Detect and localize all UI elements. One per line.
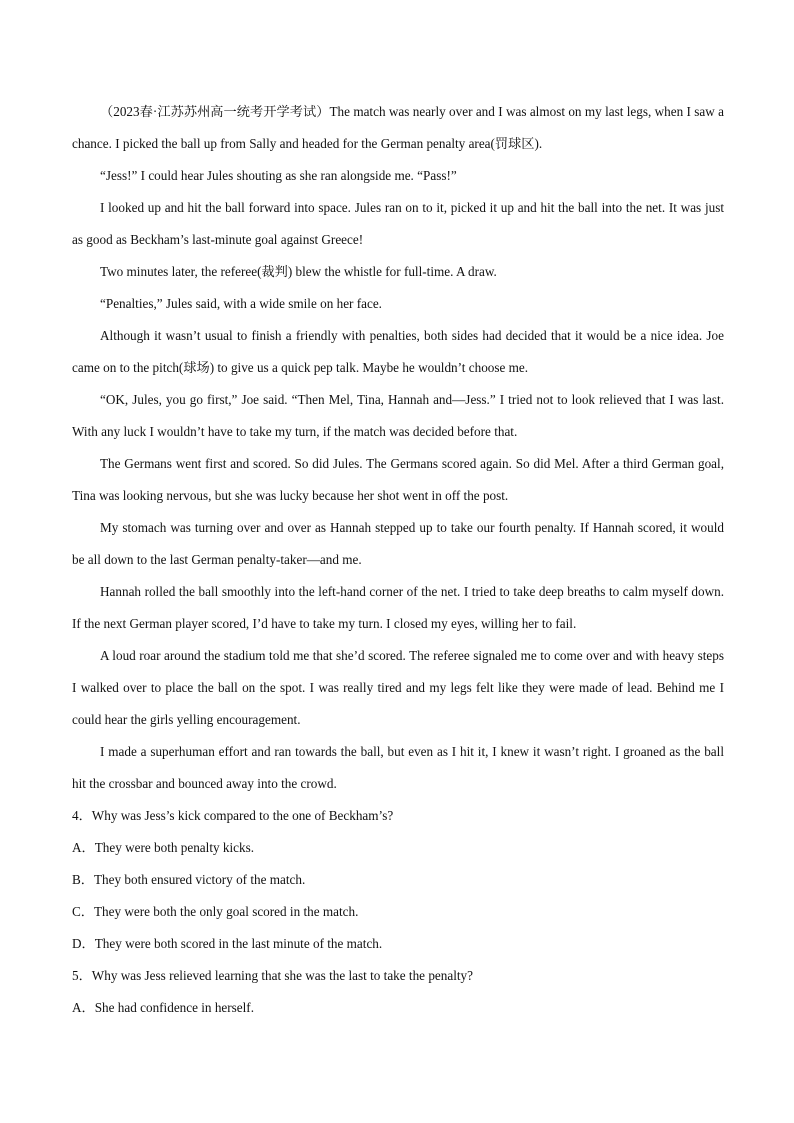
passage-paragraph-12: I made a superhuman effort and ran towards the ball, but even as I hit it, I knew it wasn’t right. I groaned as the ball hit the crossbar and bounced away into the crowd. bbox=[72, 744, 724, 791]
passage-paragraph-7: “OK, Jules, you go first,” Joe said. “Then Mel, Tina, Hannah and—Jess.” I tried not to look relieved that I was last. With any luck I wouldn’t have to take my turn, if the match was decided before that. bbox=[72, 392, 724, 439]
passage-paragraph-2: “Jess!” I could hear Jules shouting as she ran alongside me. “Pass!” bbox=[100, 168, 457, 183]
question-stem: 5．Why was Jess relieved learning that she was the last to take the penalty? bbox=[72, 968, 473, 983]
question-stem: 4．Why was Jess’s kick compared to the one of Beckham’s? bbox=[72, 808, 394, 823]
passage-paragraph-9: My stomach was turning over and over as Hannah stepped up to take our fourth penalty. If Hannah scored, it would be all down to the last German penalty-taker—and me. bbox=[72, 520, 724, 567]
document-page bbox=[72, 96, 724, 1024]
passage-paragraph-8: The Germans went first and scored. So did Jules. The Germans scored again. So did Mel. After a third German goal, Tina was looking nervous, but she was lucky because her shot went in off the post. bbox=[72, 456, 724, 503]
passage-paragraph-11: A loud roar around the stadium told me that she’d scored. The referee signaled me to come over and with heavy steps I walked over to place the ball on the spot. I was really tired and my legs felt like they were made of lead. Behind me I could hear the girls yelling encouragement. bbox=[72, 648, 724, 727]
passage bbox=[72, 96, 724, 800]
question-5 bbox=[72, 960, 724, 1024]
passage-paragraph-1: （2023春·江苏苏州高一统考开学考试）The match was nearly over and I was almost on my last legs, when I saw a chance. I picked the ball up from Sally and headed for the German penalty area(罚球区). bbox=[72, 104, 724, 151]
passage-paragraph-10: Hannah rolled the ball smoothly into the left-hand corner of the net. I tried to take deep breaths to calm myself down. If the next German player scored, I’d have to take my turn. I closed my eyes, willing her to fail. bbox=[72, 584, 724, 631]
passage-paragraph-5: “Penalties,” Jules said, with a wide smile on her face. bbox=[100, 296, 382, 311]
question-4 bbox=[72, 800, 724, 960]
option-a: A．They were both penalty kicks. bbox=[72, 840, 255, 855]
passage-paragraph-3: I looked up and hit the ball forward into space. Jules ran on to it, picked it up and hit the ball into the net. It was just as good as Beckham’s last-minute goal against Greece! bbox=[72, 200, 724, 247]
passage-paragraph-6: Although it wasn’t usual to finish a friendly with penalties, both sides had decided that it would be a nice idea. Joe came on to the pitch(球场) to give us a quick pep talk. Maybe he wouldn’t choose me. bbox=[72, 328, 724, 375]
option-d: D．They were both scored in the last minute of the match. bbox=[72, 936, 383, 951]
option-c: C．They were both the only goal scored in the match. bbox=[72, 904, 359, 919]
option-a: A．She had confidence in herself. bbox=[72, 1000, 254, 1015]
passage-paragraph-4: Two minutes later, the referee(裁判) blew the whistle for full-time. A draw. bbox=[100, 264, 497, 279]
option-b: B．They both ensured victory of the match. bbox=[72, 872, 306, 887]
